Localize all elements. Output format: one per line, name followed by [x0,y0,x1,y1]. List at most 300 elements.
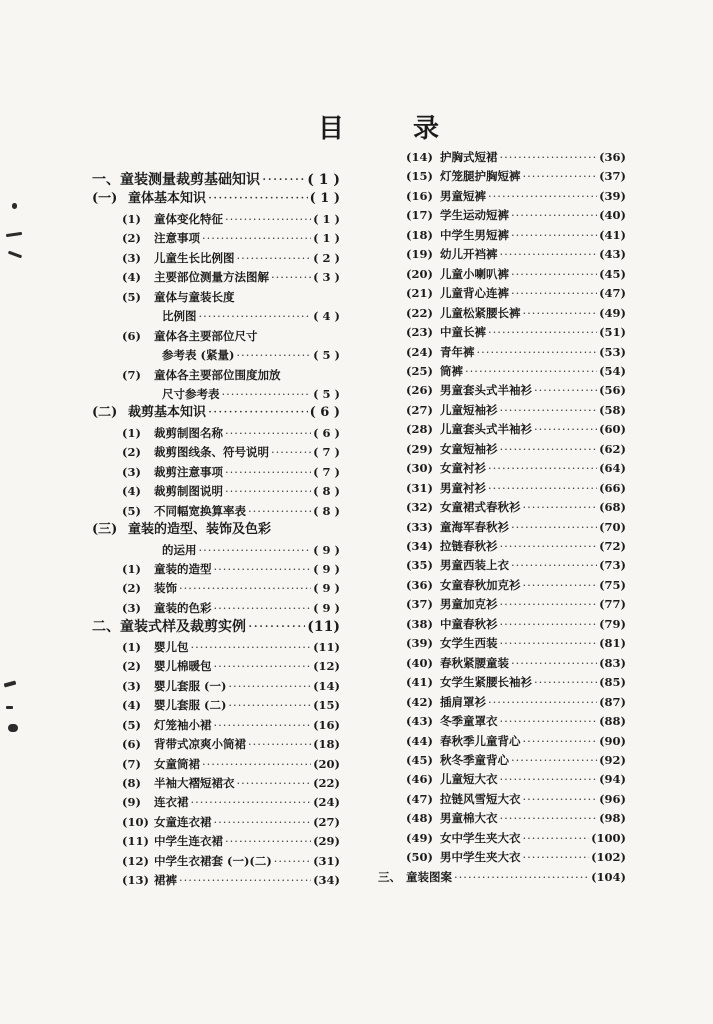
toc-entry [92,618,340,636]
toc-entry-number: (14) [406,150,433,164]
toc-entry-label: 儿童短袖衫 [440,402,498,417]
toc-entry-label: 女学生西装 [440,636,498,651]
leader-dots [208,190,308,208]
toc-entry-number: (49) [406,830,433,845]
toc-entry-page: (27) [313,814,340,829]
toc-entry [406,362,626,380]
toc-entry [406,401,626,419]
toc-entry [406,206,626,224]
toc-entry [406,226,626,244]
leader-dots [454,868,589,886]
toc-entry-page: ( 5 ) [313,386,340,401]
toc-entry-label: 童装的造型 [154,562,212,576]
toc-entry-label: 春秋紧腰童装 [440,655,509,670]
leader-dots [225,424,311,442]
toc-entry [92,521,340,539]
toc-entry-page: (43) [599,247,626,262]
leader-dots [179,579,311,597]
toc-entry [406,148,626,166]
toc-entry-label: 春秋季儿童背心 [440,733,521,748]
toc-entry-page: ( 4 ) [313,309,340,324]
leader-dots [511,654,597,672]
toc-entry-label: 学生运动短裤 [440,208,509,223]
toc-entry [122,327,340,345]
leader-dots [237,249,312,267]
leader-dots [274,852,311,870]
leader-dots [500,809,598,827]
toc-entry-label: 童装的造型、装饰及色彩 [128,522,272,538]
toc-entry-label: 婴儿套服 (一) [154,678,227,693]
toc-entry [122,716,340,734]
toc-entry-label: 女童短袖衫 [440,441,498,456]
toc-entry-page: (92) [599,752,626,767]
leader-dots [179,871,311,889]
toc-entry-page: (47) [599,286,626,301]
leader-dots [191,638,312,656]
toc-entry-number: (4) [122,698,141,713]
toc-entry-label: 比例图 [162,309,197,324]
toc-entry-page: (51) [599,325,626,340]
toc-entry [406,284,626,302]
toc-entry-label: 女童筒裙 [154,756,200,771]
toc-entry [122,288,340,306]
leader-dots [511,284,597,302]
leader-dots [523,576,598,594]
toc-entry-page: (68) [599,500,626,515]
toc-entry-page: (36) [599,150,626,164]
toc-entry-label: 中童长裤 [440,325,486,340]
leader-dots [500,148,598,166]
toc-entry [406,790,626,808]
toc-entry-page: ( 1 ) [309,191,340,207]
toc-entry-page: (90) [599,733,626,748]
toc-entry-number: (17) [406,208,433,223]
toc-entry-number: (4) [122,484,141,499]
toc-entry [378,868,626,886]
toc-entry-page: ( 7 ) [313,464,340,479]
toc-entry-label: 的运用 [162,542,197,557]
toc-entry-page: ( 9 ) [313,600,340,615]
toc-entry [406,381,626,399]
leader-dots [511,518,597,536]
toc-entry [406,343,626,361]
toc-entry-label: 青年裤 [440,344,475,359]
scan-mark [6,706,13,709]
toc-entry-page: (18) [313,737,340,752]
toc-entry-page: ( 1 ) [313,231,340,246]
toc-entry-number: (6) [122,328,141,343]
leader-dots [465,362,597,380]
toc-entry-page: ( 7 ) [313,445,340,460]
toc-entry-number: (33) [406,519,433,534]
toc-entry-label: 筒裤 [440,363,463,378]
toc-entry [406,595,626,613]
toc-entry-label: 童体各主要部位围度加放 [154,367,281,382]
leader-dots [225,832,311,850]
toc-entry-number: (44) [406,733,433,748]
toc-entry-number: (9) [122,795,141,810]
toc-entry-number: (11) [122,834,149,849]
toc-entry-label: 不同幅宽换算率表 [154,503,246,518]
toc-entry [406,420,626,438]
leader-dots [199,541,312,559]
toc-entry [122,871,340,889]
toc-entry-number: (20) [406,266,433,281]
toc-entry [406,459,626,477]
toc-entry-page: ( 1 ) [313,211,340,226]
toc-entry-label: 女童裙式春秋衫 [440,500,521,515]
toc-entry-label: 婴儿棉暖包 [154,659,212,674]
toc-entry-page: (62) [599,441,626,456]
toc-entry-label: 男童套头式半袖衫 [440,383,532,398]
toc-entry-number: 二、 [92,619,120,636]
toc-entry-label: 男中学生夹大衣 [440,850,521,865]
toc-entry [406,323,626,341]
toc-entry-page: ( 6 ) [309,405,340,421]
leader-dots [202,755,311,773]
toc-entry-label: 女童春秋加克衫 [440,577,521,592]
toc-entry-page: (72) [599,539,626,553]
toc-entry-number: (25) [406,363,433,378]
toc-entry [406,751,626,769]
toc-entry [406,187,626,205]
leader-dots [214,813,312,831]
scan-mark [4,681,17,688]
toc-entry [406,498,626,516]
leader-dots [488,323,597,341]
toc-entry-page: (56) [599,383,626,398]
leader-dots [523,848,590,866]
toc-entry [406,809,626,827]
toc-entry-number: (16) [406,188,433,203]
toc-entry [92,404,340,422]
leader-dots [500,401,598,419]
toc-entry-label: 装饰 [154,581,177,596]
leader-dots [511,226,597,244]
toc-entry-label: 灯笼袖小裙 [154,717,212,732]
toc-entry-number: (三) [92,522,118,538]
toc-entry-number: (23) [406,325,433,340]
toc-entry [92,171,340,189]
toc-entry-number: (13) [122,873,149,888]
toc-entry-page: (24) [313,795,340,810]
toc-entry-number: (1) [122,639,141,654]
toc-entry-page: (11) [307,619,340,636]
leader-dots [523,167,598,185]
toc-entry-label: 女学生紧腰长袖衫 [440,675,532,690]
toc-entry [122,793,340,811]
toc-entry-label: 童体变化特征 [154,211,223,226]
toc-entry-label: 男童棉大衣 [440,811,498,826]
toc-entry-page: (22) [313,775,340,790]
leader-dots [500,615,598,633]
leader-dots [225,482,311,500]
leader-dots [500,770,598,788]
toc-entry [406,848,626,866]
toc-entry-number: 三、 [378,869,401,884]
scan-mark [8,724,18,732]
toc-entry-label: 童体基本知识 [128,191,207,207]
leader-dots [534,420,597,438]
toc-entry-page: ( 9 ) [313,581,340,596]
toc-entry [122,502,340,520]
toc-entry-number: 一、 [92,172,120,188]
toc-entry-label: 中学生衣裙套 (一)(二) [154,853,272,868]
toc-entry-label: 婴儿包 [154,639,189,654]
toc-entry-number: (2) [122,659,141,674]
toc-entry [406,245,626,263]
leader-dots [511,206,597,224]
toc-entry-number: (7) [122,367,141,382]
toc-entry-number: (22) [406,305,433,320]
toc-entry-label: 童装测量裁剪基础知识 [120,172,260,188]
toc-entry-label: 儿童短大衣 [440,772,498,787]
toc-entry-page: (53) [599,344,626,359]
toc-entry [406,518,626,536]
leader-dots [523,304,598,322]
toc-entry-number: (30) [406,461,433,476]
leader-dots [237,774,312,792]
toc-entry [406,167,626,185]
toc-entry-label: 女中学生夹大衣 [440,830,521,845]
toc-entry-page: (75) [599,577,626,592]
toc-entry-page: ( 1 ) [307,172,340,188]
toc-entry-label: 童海军春秋衫 [440,519,509,534]
leader-dots [248,502,311,520]
toc-entry-number: (5) [122,289,141,304]
toc-entry-label: 童装的色彩 [154,600,212,615]
toc-entry-label: 插肩罩衫 [440,694,486,709]
toc-entry [406,770,626,788]
toc-entry-label: 灯笼腿护胸短裤 [440,169,521,184]
toc-entry-label: 儿童生长比例图 [154,250,235,265]
toc-entry-page: (11) [313,639,340,654]
toc-entry-number: (二) [92,405,118,421]
leader-dots [214,657,312,675]
toc-entry [122,735,340,753]
toc-entry-number: (38) [406,616,433,631]
toc-entry-page: ( 8 ) [313,503,340,518]
leader-dots [228,696,311,714]
toc-entry-number: (15) [406,169,433,184]
leader-dots [523,829,590,847]
toc-entry [122,832,340,850]
toc-entry-page: (73) [599,558,626,573]
leader-dots [225,210,311,228]
toc-entry-label: 冬季童罩衣 [440,714,498,729]
toc-entry [406,673,626,691]
toc-entry [122,599,340,617]
leader-dots [500,537,598,555]
toc-entry-page: (81) [599,636,626,651]
leader-dots [500,634,598,652]
toc-entry-label: 男童加克衫 [440,597,498,612]
toc-entry-label: 幼儿开裆裤 [440,247,498,262]
toc-entry-number: (10) [122,814,149,829]
leader-dots [477,343,598,361]
toc-entry-page: (87) [599,694,626,709]
toc-entry [406,556,626,574]
toc-entry-number: (18) [406,227,433,242]
toc-entry-number: (41) [406,675,433,690]
toc-entry-label: 裁剪基本知识 [128,405,207,421]
toc-entry-number: (34) [406,539,433,553]
toc-entry [406,304,626,322]
toc-entry-label: 男童短裤 [440,188,486,203]
toc-entry-label: 童体各主要部位尺寸 [154,328,258,343]
toc-entry-number: (4) [122,270,141,285]
toc-entry-page: (37) [599,169,626,184]
toc-entry [150,346,340,364]
toc-entry-number: (8) [122,775,141,790]
toc-entry-number: (32) [406,500,433,515]
toc-entry-number: (21) [406,286,433,301]
toc-entry [122,463,340,481]
leader-dots [271,443,311,461]
toc-entry-page: (16) [313,717,340,732]
toc-entry-page: ( 2 ) [313,250,340,265]
toc-entry [150,541,340,559]
leader-dots [523,790,598,808]
toc-entry-number: (31) [406,480,433,495]
toc-entry-page: ( 5 ) [313,348,340,363]
leader-dots [523,732,598,750]
toc-entry [122,774,340,792]
toc-entry-page: ( 9 ) [313,562,340,576]
toc-entry [122,813,340,831]
toc-entry [122,210,340,228]
toc-entry [406,654,626,672]
leader-dots [202,229,311,247]
toc-entry [406,829,626,847]
toc-entry-number: (一) [92,191,118,207]
toc-entry [122,249,340,267]
toc-entry-number: (3) [122,678,141,693]
toc-entry-page: (94) [599,772,626,787]
toc-entry-number: (7) [122,756,141,771]
toc-entry-label: 主要部位测量方法图解 [154,270,269,285]
toc-entry [122,579,340,597]
leader-dots [191,793,312,811]
leader-dots [248,618,305,636]
toc-entry-number: (37) [406,597,433,612]
toc-entry-number: (24) [406,344,433,359]
toc-entry-number: (12) [122,853,149,868]
leader-dots [500,440,598,458]
toc-entry-page: (60) [599,422,626,437]
toc-entry-page: (29) [313,834,340,849]
toc-entry-label: 中学生男短裤 [440,227,509,242]
leader-dots [511,751,597,769]
toc-entry-page: (96) [599,791,626,806]
toc-entry-label: 注意事项 [154,231,200,246]
leader-dots [222,385,312,403]
toc-entry-label: 秋冬季童背心 [440,752,509,767]
leader-dots [488,693,597,711]
toc-entry-number: (6) [122,737,141,752]
toc-entry-number: (1) [122,211,141,226]
toc-entry-page: ( 3 ) [313,270,340,285]
toc-entry-page: (49) [599,305,626,320]
leader-dots [214,560,312,578]
toc-entry [122,696,340,714]
leader-dots [228,677,311,695]
toc-entry-label: 儿童小喇叭裤 [440,266,509,281]
toc-entry [122,443,340,461]
leader-dots [488,187,597,205]
leader-dots [262,171,305,189]
toc-entry-number: (50) [406,850,433,865]
toc-entry-number: (40) [406,655,433,670]
leader-dots [500,595,598,613]
toc-entry-label: 儿童套头式半袖衫 [440,422,532,437]
toc-entry-number: (48) [406,811,433,826]
toc-entry-page: (34) [313,873,340,888]
toc-entry [406,576,626,594]
leader-dots [523,498,598,516]
toc-entry [406,634,626,652]
toc-entry-number: (3) [122,250,141,265]
toc-entry [406,615,626,633]
toc-entry-page: (12) [313,659,340,674]
toc-entry-label: 连衣裙 [154,795,189,810]
toc-entry-label: 参考表 (紧量) [162,348,235,363]
toc-entry-page: ( 6 ) [313,425,340,440]
toc-entry-number: (1) [122,562,141,576]
leader-dots [534,381,597,399]
toc-entry-page: (64) [599,461,626,476]
toc-entry-number: (3) [122,600,141,615]
toc-entry-label: 拉链春秋衫 [440,539,498,553]
leader-dots [208,404,308,422]
toc-entry [150,307,340,325]
toc-entry-label: 童装式样及裁剪实例 [120,619,246,636]
toc-entry [406,732,626,750]
toc-entry-label: 拉链风雪短大衣 [440,791,521,806]
toc-entry-page: (98) [599,811,626,826]
toc-entry-number: (35) [406,558,433,573]
leader-dots [248,735,311,753]
toc-entry-label: 裁剪制图说明 [154,484,223,499]
leader-dots [214,599,312,617]
toc-entry-label: 中学生连衣裙 [154,834,223,849]
toc-entry-page: (100) [591,830,626,845]
toc-entry [122,560,340,578]
toc-entry-page: (102) [591,850,626,865]
toc-entry-page: (58) [599,402,626,417]
toc-entry-page: (45) [599,266,626,281]
toc-entry-label: 护胸式短裙 [440,150,498,164]
toc-entry-number: (46) [406,772,433,787]
toc-entry-number: (2) [122,231,141,246]
toc-entry [406,693,626,711]
toc-entry-page: (83) [599,655,626,670]
toc-entry [406,479,626,497]
toc-entry-label: 童装图案 [406,869,452,884]
leader-dots [225,463,311,481]
leader-dots [488,459,597,477]
toc-entry-label: 裙裤 [154,873,177,888]
toc-entry-label: 背带式凉爽小筒裙 [154,737,246,752]
toc-entry-page: (39) [599,188,626,203]
toc-entry [150,385,340,403]
toc-entry-number: (2) [122,581,141,596]
leader-dots [511,556,597,574]
toc-entry-page: (15) [313,698,340,713]
toc-entry [122,677,340,695]
leader-dots [236,346,311,364]
toc-entry-number: (26) [406,383,433,398]
